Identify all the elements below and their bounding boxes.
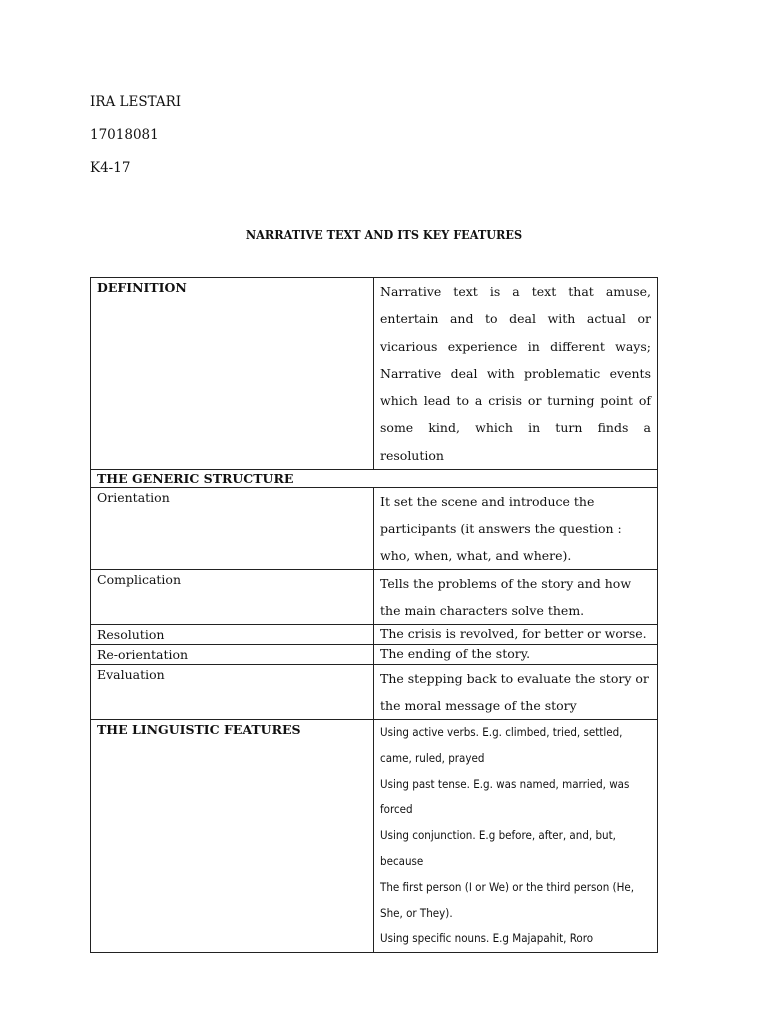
list-item: Using conjunction. E.g before, after, and, but, because (380, 828, 616, 869)
structure-label-resolution: Resolution (91, 625, 374, 645)
generic-structure-label: THE GENERIC STRUCTURE (91, 470, 658, 488)
class-code: K4-17 (90, 160, 131, 176)
list-item: The first person (I or We) or the third person (He, She, or They). (380, 879, 635, 920)
structure-label-reorientation: Re-orientation (91, 645, 374, 665)
list-item: Using specific nouns. E.g Majapahit, Roro (380, 931, 594, 946)
structure-desc-orientation: It set the scene and introduce the participants (it answers the question : who, when, what, and where). (374, 488, 658, 570)
features-table (90, 277, 658, 953)
generic-structure-row (91, 470, 658, 488)
definition-label: DEFINITION (91, 278, 374, 470)
definition-row (91, 278, 658, 470)
document-title: NARRATIVE TEXT AND ITS KEY FEATURES (245, 227, 523, 242)
table-row (91, 570, 658, 625)
list-item: Using active verbs. E.g. climbed, tried, settled, came, ruled, prayed (380, 725, 623, 765)
structure-desc-complication: Tells the problems of the story and how the main characters solve them. (374, 570, 658, 625)
linguistic-label: THE LINGUISTIC FEATURES (91, 720, 374, 953)
table-row (91, 645, 658, 665)
structure-label-evaluation: Evaluation (91, 665, 374, 720)
student-id: 17018081 (90, 127, 159, 143)
definition-text: Narrative text is a text that amuse, entertain and to deal with actual or vicarious experience in different ways; Narrative deal with problematic events which lead to a crisis or turning point of some kind, which in turn finds a resolution (374, 278, 658, 470)
linguistic-features-list (374, 720, 658, 953)
table-row (91, 665, 658, 720)
list-item: Using past tense. E.g. was named, married, was forced (380, 776, 630, 817)
author-name: IRA LESTARI (90, 94, 182, 110)
structure-desc-evaluation: The stepping back to evaluate the story or the moral message of the story (374, 665, 658, 720)
structure-desc-reorientation: The ending of the story. (374, 645, 658, 665)
structure-label-orientation: Orientation (91, 488, 374, 570)
table-row (91, 625, 658, 645)
structure-desc-resolution: The crisis is revolved, for better or worse. (374, 625, 658, 645)
linguistic-row (91, 720, 658, 953)
table-row (91, 488, 658, 570)
structure-label-complication: Complication (91, 570, 374, 625)
